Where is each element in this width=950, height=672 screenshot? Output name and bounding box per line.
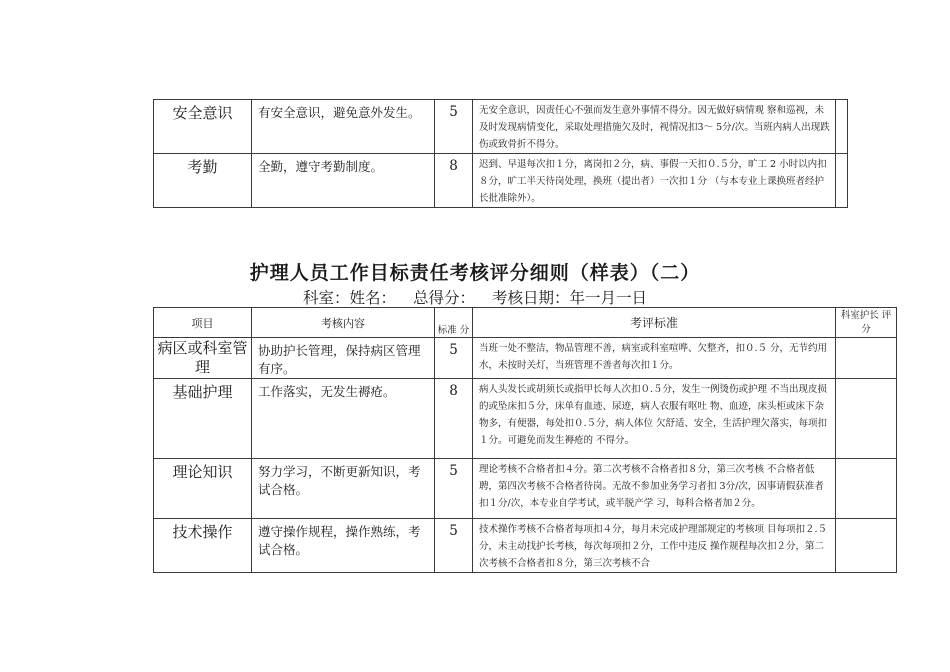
remark-cell — [836, 459, 897, 519]
content-cell: 工作落实，无发生褥疮。 — [252, 379, 435, 459]
score-cell: 5 — [435, 100, 473, 154]
item-cell: 病区或科室管理 — [154, 338, 252, 379]
criteria-cell: 技术操作考核不合格者每项扣４分，每月未完成护理部规定的考核项 目每项扣２.５分，未主动找护长考核，每次每项扣２分，工作中违反 操作规程每次扣２分，第二次考核不合格者扣８分，第三次考核不合 — [473, 519, 836, 573]
score-cell: 5 — [435, 338, 473, 379]
score-cell: 8 — [435, 154, 473, 208]
content-cell: 努力学习，不断更新知识，考试合格。 — [252, 459, 435, 519]
remark-cell — [836, 379, 897, 459]
item-cell: 理论知识 — [154, 459, 252, 519]
criteria-cell: 迟到、早退每次扣１分，离岗扣２分，病、事假一天扣０.５分，旷工 2 小时以内扣８分，旷工半天待岗处理，换班（提出者）一次扣１分 （与本专业上课换班者经护长批准除外）。 — [473, 154, 836, 208]
table-row — [154, 338, 897, 379]
remark-cell — [836, 154, 848, 208]
remark-cell — [836, 100, 848, 154]
content-cell: 有安全意识，避免意外发生。 — [252, 100, 435, 154]
total-score-label: 总得分： — [412, 289, 475, 307]
criteria-cell: 当班一处不整洁，物品管理不善，病室或科室喧哗、欠整齐，扣０.５ 分，无节约用水，未按时关灯，当班管理不善者每次扣１分。 — [473, 338, 836, 379]
table-header-row — [154, 308, 897, 338]
criteria-cell: 病人头发长或胡须长或指甲长每人次扣０.５分，发生一例烫伤或护理 不当出现皮损的或坠床扣５分，床单有血迹、尿迹，病人衣服有呕吐 物、血迹，床头柜或床下杂物多，有便器，每处扣０.５分，病人体位 欠舒适、安全，生活护理欠落实，每项扣１分。可避免而发生褥疮的 不得分。 — [473, 379, 836, 459]
header-criteria: 考评标准 — [473, 308, 836, 338]
table-row — [154, 154, 848, 208]
table-row — [154, 519, 897, 573]
remark-cell — [836, 519, 897, 573]
header-content: 考核内容 — [252, 308, 435, 338]
table-row — [154, 100, 848, 154]
item-cell: 基础护理 — [154, 379, 252, 459]
content-cell: 遵守操作规程，操作熟练，考试合格。 — [252, 519, 435, 573]
content-cell: 协助护长管理，保持病区管理有序。 — [252, 338, 435, 379]
score-cell: 8 — [435, 379, 473, 459]
page-title: 护理人员工作目标责任考核评分细则（样表）（二） — [249, 262, 701, 284]
header-item: 项目 — [154, 308, 252, 338]
criteria-cell: 无安全意识，因责任心不强而发生意外事情不得分。因无做好病情观 察和巡视，未及时发现病情变化，采取处理措施欠及时，视情况扣3～ 5分/次。当班内病人出现跌伤或致骨折不得分。 — [473, 100, 836, 154]
item-cell: 技术操作 — [154, 519, 252, 573]
assessment-table-main — [153, 307, 897, 573]
assessment-date-label: 考核日期：年一月一日 — [491, 289, 647, 307]
table-row — [154, 379, 897, 459]
dept-name-label: 科室：姓名： — [303, 289, 397, 307]
header-remark: 科室护长 评分 — [836, 308, 897, 338]
item-cell: 安全意识 — [154, 100, 252, 154]
remark-cell — [836, 338, 897, 379]
header-score: 标准 分 — [435, 308, 473, 338]
form-header-line — [0, 286, 950, 308]
score-cell: 5 — [435, 459, 473, 519]
item-cell: 考勤 — [154, 154, 252, 208]
criteria-cell: 理论考核不合格者扣４分。第二次考核不合格者扣８分，第三次考核 不合格者低聘，第四次考核不合格者待岗。无故不参加业务学习者扣 3分/次，因事请假获准者扣１分/次，本专业自学考试，或半脱产学 习，每科合格者加２分。 — [473, 459, 836, 519]
score-cell: 5 — [435, 519, 473, 573]
table-row — [154, 459, 897, 519]
assessment-table-top — [153, 99, 848, 208]
content-cell: 全勤，遵守考勤制度。 — [252, 154, 435, 208]
